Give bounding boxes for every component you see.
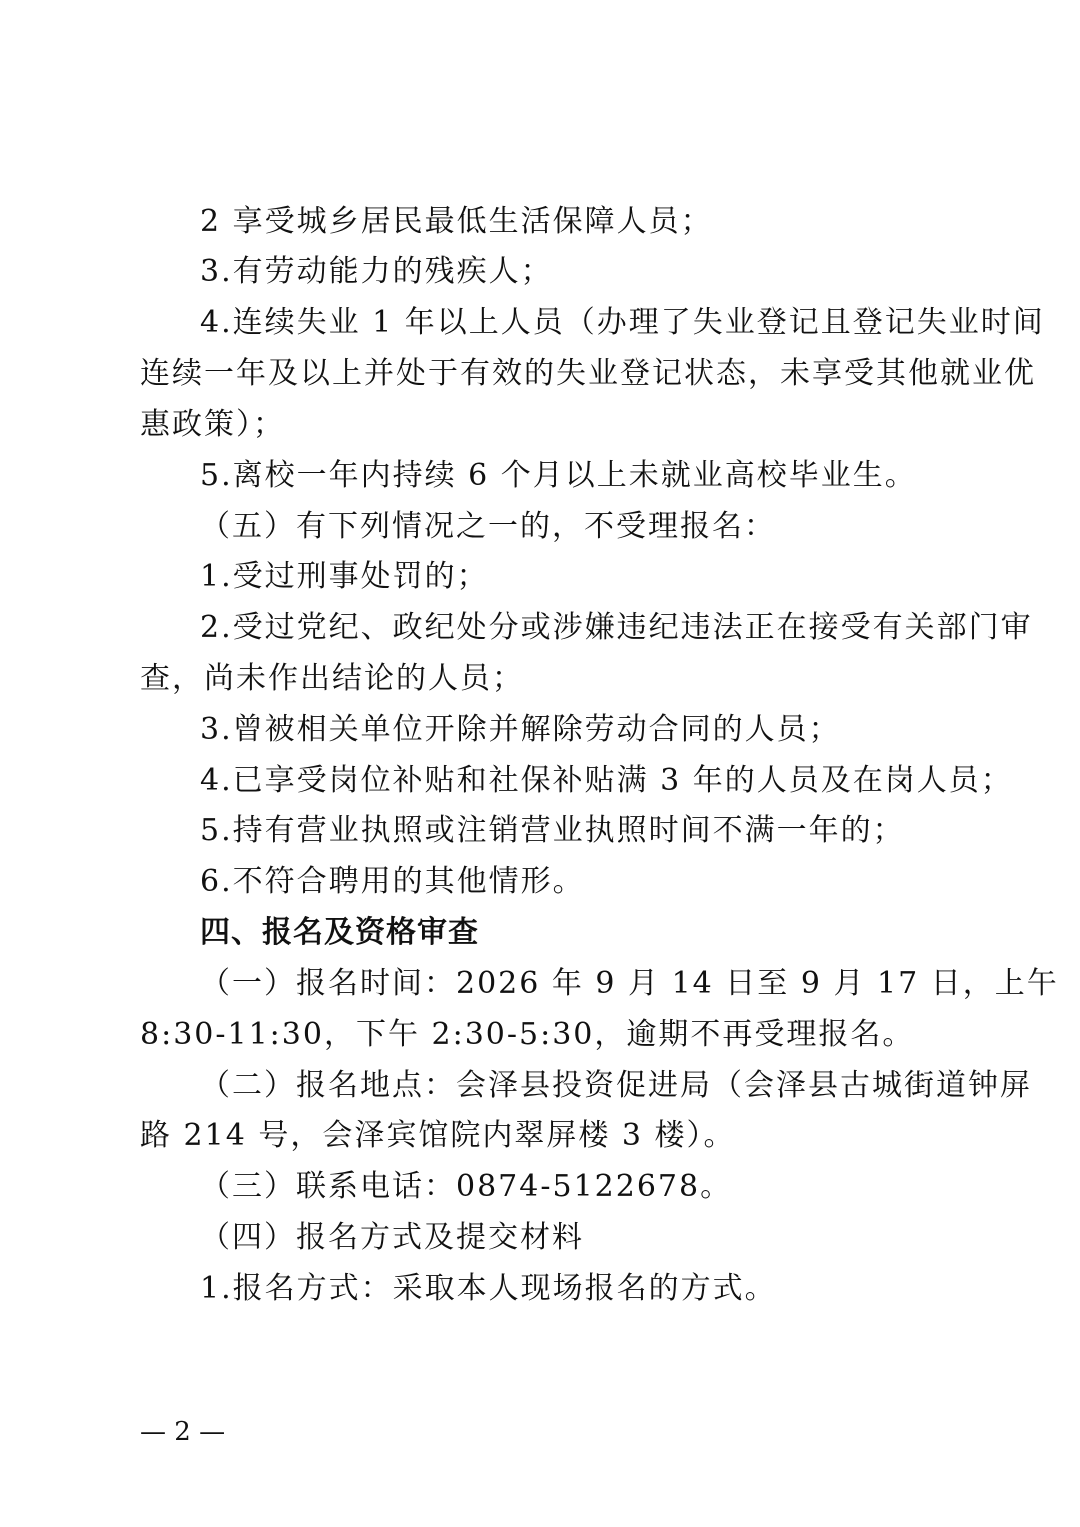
registration-location-cont: 路 214 号，会泽宾馆院内翠屏楼 3 楼）。 [140,1118,736,1153]
list-item-4-cont: 惠政策）； [140,407,285,442]
list-item-2: 2 享受城乡居民最低生活保障人员； [200,204,713,239]
exclusion-item-3: 3.曾被相关单位开除并解除劳动合同的人员； [200,712,841,747]
contact-phone: （三）联系电话：0874-5122678。 [200,1169,733,1204]
exclusion-item-2: 2.受过党纪、政纪处分或涉嫌违纪违法正在接受有关部门审 [200,610,1033,645]
registration-location: （二）报名地点：会泽县投资促进局（会泽县古城街道钟屏 [200,1068,1032,1103]
exclusion-item-5: 5.持有营业执照或注销营业执照时间不满一年的； [200,813,905,848]
exclusion-item-2-cont: 查，尚未作出结论的人员； [140,661,524,696]
exclusion-item-4: 4.已享受岗位补贴和社保补贴满 3 年的人员及在岗人员； [200,763,1013,798]
subsection-heading-5: （五）有下列情况之一的，不受理报名： [200,509,776,544]
list-item-5: 5.离校一年内持续 6 个月以上未就业高校毕业生。 [200,458,917,493]
registration-time: （一）报名时间：2026 年 9 月 14 日至 9 月 17 日，上午 [200,966,1059,1001]
exclusion-item-1: 1.受过刑事处罚的； [200,559,489,594]
section-heading-4: 四、报名及资格审查 [200,915,479,950]
exclusion-item-6: 6.不符合聘用的其他情形。 [200,864,585,899]
list-item-4: 4.连续失业 1 年以上人员（办理了失业登记且登记失业时间 [200,305,1045,340]
registration-method-heading: （四）报名方式及提交材料 [200,1220,584,1255]
list-item-4-cont: 连续一年及以上并处于有效的失业登记状态，未享受其他就业优 [140,356,1036,391]
list-item-3: 3.有劳动能力的残疾人； [200,254,553,289]
registration-time-cont: 8:30-11:30，下午 2:30-5:30，逾期不再受理报名。 [140,1017,915,1052]
page-number: — 2 — [140,1417,226,1447]
registration-method: 1.报名方式：采取本人现场报名的方式。 [200,1271,777,1306]
